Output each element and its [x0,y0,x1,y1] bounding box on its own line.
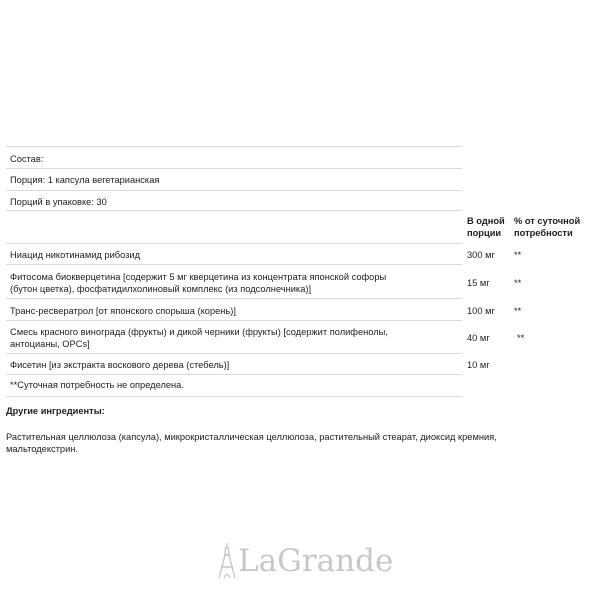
divider [6,298,462,299]
eiffel-tower-icon [218,543,236,579]
divider [6,243,462,244]
ingredient-amount: 300 мг [467,250,495,260]
divider [6,210,462,211]
watermark-logo [218,541,393,581]
ingredient-amount: 40 мг [467,333,490,343]
column-header-amount-line1: В одной [467,216,505,226]
divider [6,353,462,354]
serving-size: Порция: 1 капсула вегетарианская [10,175,160,185]
column-header-amount [467,215,505,239]
divider [6,396,462,397]
ingredient-name-line1: Фитосома биокверцетина [содержит 5 мг кверцетина из концентрата японской софоры [10,272,387,282]
divider [6,320,462,321]
ingredient-name-line1: Смесь красного винограда (фрукты) и дикой черники (фрукты) [содержит полифенолы, [10,327,388,337]
divider [6,190,462,191]
ingredient-name: Ниацид никотинамид рибозид [10,250,141,260]
ingredient-daily-value: ** [514,250,522,260]
ingredient-daily-value: ** [517,333,525,343]
column-header-daily-value-line2: потребности [514,228,573,238]
ingredient-amount: 10 мг [467,360,490,370]
watermark-text: LaGrande [238,543,394,579]
ingredient-daily-value: ** [514,306,522,316]
ingredient-name: Транс-ресвератрол [от японского спорыша (корень)] [10,306,236,316]
divider [6,168,462,169]
column-header-daily-value [514,215,580,239]
ingredient-amount: 100 мг [467,306,495,316]
divider [6,264,462,265]
column-header-daily-value-line1: % от суточной [514,216,581,226]
ingredient-name-line2: (бутон цветка), фосфатидилхолиновый комплекс (из подсолнечника)] [10,284,312,294]
other-ingredients-line2: мальтодекстрин. [6,444,78,454]
divider [6,374,462,375]
other-ingredients-heading: Другие ингредиенты: [6,406,105,416]
divider [6,146,462,147]
footnote: **Суточная потребность не определена. [10,380,184,390]
ingredient-daily-value: ** [514,278,522,288]
composition-heading: Состав: [10,154,44,164]
column-header-amount-line2: порции [467,228,502,238]
ingredient-amount: 15 мг [467,278,490,288]
ingredient-name-line2: антоцианы, OPCs] [10,339,90,349]
servings-per-pack: Порций в упаковке: 30 [10,197,107,207]
other-ingredients-line1: Растительная целлюлоза (капсула), микрокристаллическая целлюлоза, растительный стеарат, диоксид кремния, [6,432,497,442]
ingredient-name: Фисетин [из экстракта воскового дерева (стебель)] [10,360,230,370]
